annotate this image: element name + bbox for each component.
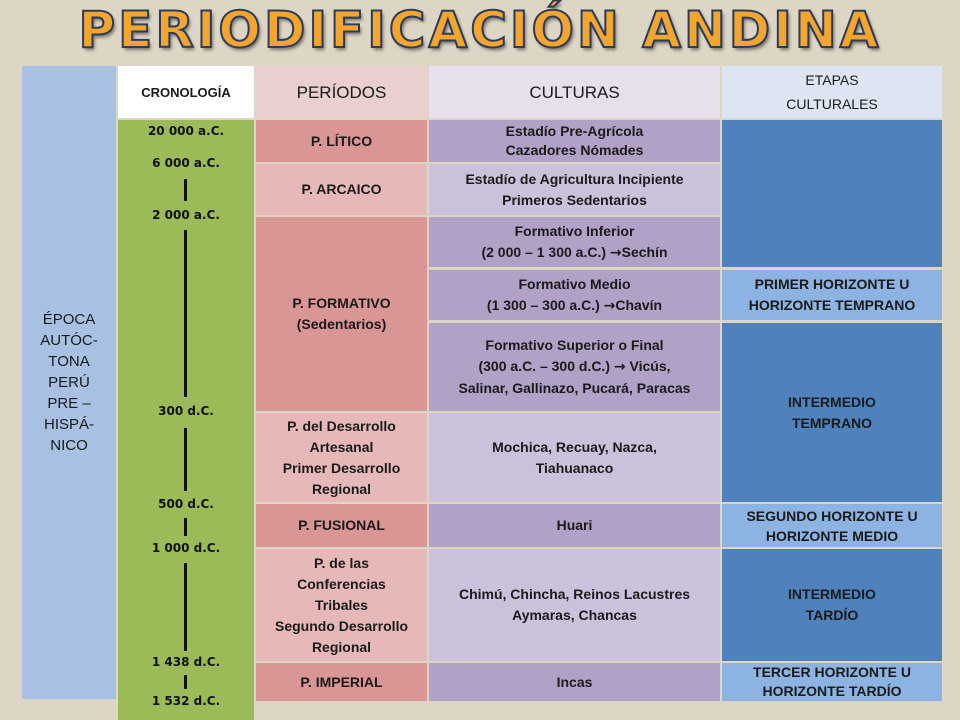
cultura-formativo-inferior	[429, 217, 720, 267]
periodo-label: Primer Desarrollo	[282, 459, 401, 476]
periodo-fusional	[256, 504, 427, 547]
header-periodos: PERÍODOS	[256, 66, 427, 118]
epoca-line: PRE –	[47, 395, 91, 412]
periodo-label: P. de las	[313, 554, 369, 571]
header-etapas-line: CULTURALES	[786, 96, 878, 112]
cultura-line: Tiahuanaco	[535, 459, 614, 476]
cultura-formativo-superior	[429, 323, 720, 411]
cultura-line: Cazadores Nómades	[505, 142, 644, 158]
cultura-litico	[429, 120, 720, 162]
periodo-desarrollo	[256, 413, 427, 502]
periodo-label: (Sedentarios)	[296, 316, 387, 332]
cultura-line: Incas	[556, 673, 593, 690]
header-cronologia: CRONOLOGÍA	[118, 66, 254, 118]
cultura-line	[487, 295, 662, 317]
date-label: 1 000 d.C.	[151, 541, 221, 555]
periodo-label: Artesanal	[309, 438, 374, 455]
cultura-arcaico	[429, 164, 720, 215]
cultura-imperial	[429, 663, 720, 701]
etapa-blank	[722, 120, 942, 267]
cultura-line: Estadío Pre-Agrícola	[505, 123, 644, 139]
cultura-line: Chimú, Chincha, Reinos Lacustres	[458, 586, 691, 602]
header-etapas	[722, 66, 942, 118]
etapa-line: HORIZONTE MEDIO	[765, 527, 899, 544]
cultura-line: Formativo Medio	[518, 275, 631, 292]
timeline-line	[184, 179, 187, 201]
etapa-primer-horizonte	[722, 270, 942, 320]
etapa-segundo-horizonte	[722, 504, 942, 547]
periodo-label: P. LÍTICO	[310, 132, 373, 149]
cultura-dates: (1 300 – 300 a.C.)	[486, 296, 600, 313]
arrow-icon: →	[613, 359, 626, 375]
periodo-imperial	[256, 663, 427, 701]
timeline-line	[184, 230, 187, 397]
periodo-arcaico	[256, 164, 427, 215]
periodo-label: Conferencias	[297, 575, 386, 592]
cultura-line: Aymaras, Chancas	[512, 607, 637, 623]
etapa-line: TEMPRANO	[791, 414, 873, 431]
timeline-line	[184, 563, 187, 651]
cultura-formativo-medio	[429, 270, 720, 320]
etapa-tercer-horizonte	[722, 663, 942, 701]
timeline-line	[184, 675, 187, 689]
periodo-label: Segundo Desarrollo	[274, 617, 409, 634]
epoca-line: TONA	[48, 353, 90, 370]
cultura-desarrollo	[429, 413, 720, 502]
date-label: 2 000 a.C.	[152, 208, 220, 222]
cultura-dates: (300 a.C. – 300 d.C.)	[478, 358, 610, 374]
periodo-label: P. FUSIONAL	[298, 517, 385, 533]
etapa-line: HORIZONTE TEMPRANO	[748, 297, 916, 313]
etapa-line: TERCER HORIZONTE U	[753, 664, 911, 680]
epoca-cell	[22, 66, 116, 699]
cultura-line: Mochica, Recuay, Nazca,	[492, 438, 657, 455]
date-label: 20 000 a.C.	[147, 124, 225, 138]
cultura-line: Salinar, Gallinazo, Pucará, Paracas	[458, 380, 691, 396]
periodo-formativo	[256, 217, 427, 411]
etapa-intermedio-tardio	[722, 549, 942, 661]
timeline-line	[184, 518, 187, 536]
date-label: 1 532 d.C.	[151, 694, 221, 708]
periodo-label: P. IMPERIAL	[300, 673, 383, 690]
epoca-line: ÉPOCA	[42, 311, 96, 328]
etapa-line: TARDÍO	[805, 607, 859, 623]
cultura-name: Chavín	[615, 296, 663, 313]
header-culturas: CULTURAS	[429, 66, 720, 118]
periodo-label: P. ARCAICO	[301, 181, 382, 197]
epoca-line: NICO	[50, 437, 88, 454]
date-label: 1 438 d.C.	[151, 655, 221, 669]
arrow-icon: →	[609, 244, 622, 261]
cultura-line: Huari	[556, 517, 593, 533]
epoca-line: AUTÓC-	[40, 332, 98, 349]
cultura-line: Estadío de Agricultura Incipiente	[465, 170, 684, 187]
timeline-line	[184, 428, 187, 491]
cultura-line: Primeros Sedentarios	[502, 191, 647, 208]
cultura-conferencias	[429, 549, 720, 661]
etapa-line: PRIMER HORIZONTE U	[754, 276, 910, 292]
etapa-intermedio-temprano	[722, 323, 942, 502]
etapa-line: HORIZONTE TARDÍO	[762, 683, 902, 699]
cultura-dates: (2 000 – 1 300 a.C.)	[481, 243, 606, 260]
epoca-line: HISPÁ-	[43, 416, 94, 433]
periodo-label: Tribales	[315, 596, 368, 613]
cultura-name: Sechín	[621, 243, 668, 260]
cultura-fusional	[429, 504, 720, 547]
periodo-litico	[256, 120, 427, 162]
periodo-conferencias	[256, 549, 427, 661]
page-title: PERIODIFICACIÓN ANDINA	[78, 1, 882, 59]
cultura-line: Formativo Superior o Final	[485, 337, 664, 353]
periodo-label: Regional	[311, 480, 372, 497]
periodo-label: P. del Desarrollo	[287, 417, 396, 434]
periodo-label: P. FORMATIVO	[292, 295, 391, 311]
cultura-line	[478, 356, 670, 378]
etapa-line: INTERMEDIO	[788, 586, 876, 602]
etapa-line: INTERMEDIO	[788, 393, 876, 410]
arrow-icon: →	[603, 297, 616, 314]
cultura-name: Vicús,	[629, 358, 671, 374]
cultura-line	[481, 242, 667, 264]
periodo-label: Regional	[311, 638, 372, 655]
date-label: 6 000 a.C.	[152, 156, 220, 170]
etapa-line: SEGUNDO HORIZONTE U	[746, 507, 918, 524]
date-label: 300 d.C.	[158, 404, 214, 418]
header-etapas-line: ETAPAS	[805, 72, 859, 88]
date-label: 500 d.C.	[158, 497, 214, 511]
cultura-line: Formativo Inferior	[514, 222, 635, 239]
epoca-line: PERÚ	[48, 374, 90, 391]
